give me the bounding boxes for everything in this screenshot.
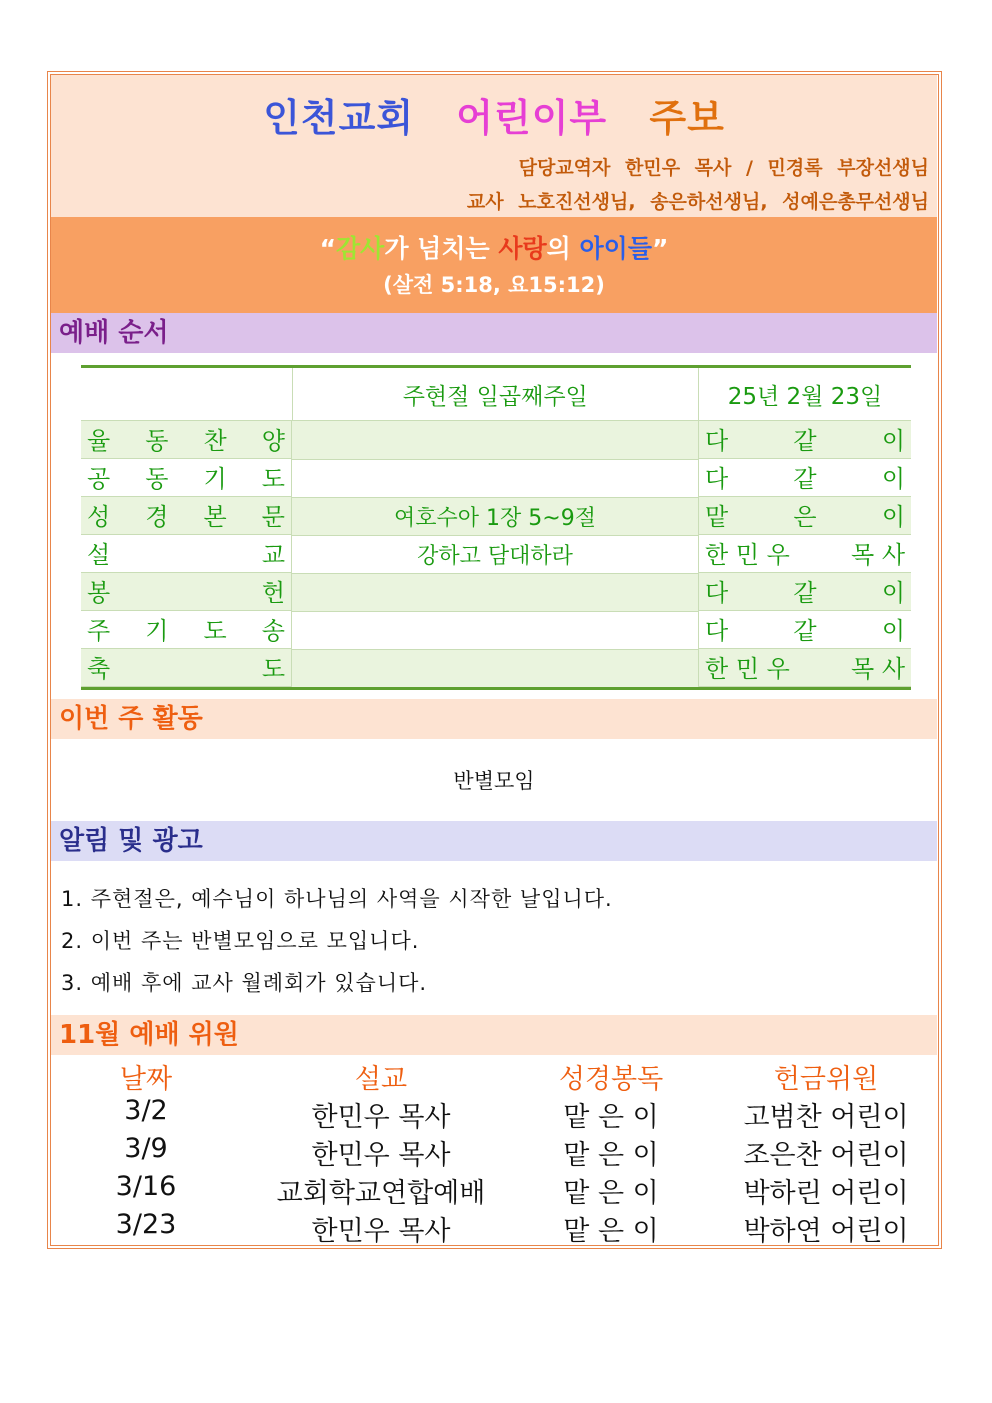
order-item-char: 기 xyxy=(203,465,227,493)
duty-date: 3/16 xyxy=(115,1171,177,1202)
order-head-date: 25년 2월 23일 xyxy=(699,367,912,421)
order-leader-part: 한 민 우 xyxy=(705,541,790,569)
order-item-char: 공 xyxy=(87,465,111,493)
section-title-notice: 알림 및 광고 xyxy=(51,821,937,861)
order-leader-part: 같 xyxy=(793,579,817,607)
order-leader-part: 같 xyxy=(793,427,817,455)
order-item xyxy=(81,421,292,459)
order-item-char: 축 xyxy=(87,655,111,683)
duty-offering: 박하연 어린이 xyxy=(743,1216,909,1247)
theme-verse: (살전 5:18, 요15:12) xyxy=(383,273,605,297)
order-leader xyxy=(699,573,911,611)
order-item-char: 교 xyxy=(261,541,285,569)
order-row xyxy=(81,573,911,611)
duty-offering: 고범찬 어린이 xyxy=(743,1102,909,1133)
duty-row xyxy=(51,1095,937,1133)
quote-open: “ xyxy=(319,234,337,263)
order-item-char: 동 xyxy=(145,465,169,493)
order-leader-part: 목 사 xyxy=(851,655,905,683)
motto-word-children: 아이들 xyxy=(579,234,652,263)
order-item xyxy=(81,459,292,497)
order-leader-part: 다 xyxy=(705,465,729,493)
order-leader-part: 이 xyxy=(881,579,905,607)
order-leader xyxy=(699,611,911,649)
order-leader-part: 다 xyxy=(705,427,729,455)
order-content: 강하고 담대하라 xyxy=(292,535,699,573)
duty-reading: 맡 은 이 xyxy=(563,1140,659,1171)
duty-table-head xyxy=(51,1057,937,1095)
order-content xyxy=(292,421,699,460)
staff-line-teachers: 교사 노호진선생님, 송은하선생님, 성예은총무선생님 xyxy=(466,191,929,213)
order-item-char: 설 xyxy=(87,541,111,569)
order-leader xyxy=(699,421,911,459)
section-title-activity: 이번 주 활동 xyxy=(51,699,937,739)
order-leader-part: 이 xyxy=(881,465,905,493)
order-item-char: 경 xyxy=(145,503,169,531)
order-row xyxy=(81,611,911,649)
title-department: 어린이부 xyxy=(456,96,608,140)
duty-offering: 박하린 어린이 xyxy=(743,1178,909,1209)
order-row xyxy=(81,497,911,535)
order-leader-part: 한 민 우 xyxy=(705,655,790,683)
duty-reading: 맡 은 이 xyxy=(563,1102,659,1133)
duty-sermon: 한민우 목사 xyxy=(311,1140,451,1171)
order-content: 여호수아 1장 5~9절 xyxy=(292,497,699,535)
motto-text-2: 의 xyxy=(546,234,580,263)
order-item-char: 기 xyxy=(145,617,169,645)
order-item-char: 성 xyxy=(87,503,111,531)
order-content xyxy=(292,611,699,649)
bulletin-title xyxy=(51,87,937,142)
order-item-char: 도 xyxy=(261,655,285,683)
order-item-char: 양 xyxy=(261,427,285,455)
order-item xyxy=(81,573,292,611)
order-item xyxy=(81,535,292,573)
order-leader-part: 목 사 xyxy=(851,541,905,569)
duty-sermon: 한민우 목사 xyxy=(311,1216,451,1247)
section-title-order: 예배 순서 xyxy=(51,313,937,353)
order-leader-part: 맡 xyxy=(705,503,729,531)
duty-sermon: 교회학교연합예배 xyxy=(276,1178,486,1209)
duty-date: 3/23 xyxy=(115,1209,177,1240)
order-head-sunday: 주현절 일곱째주일 xyxy=(292,367,699,421)
motto-text-1: 가 넘치는 xyxy=(384,234,499,263)
notice-item: 1. 주현절은, 예수님이 하나님의 사역을 시작한 날입니다. xyxy=(61,887,613,911)
order-content xyxy=(292,573,699,611)
order-leader xyxy=(699,459,911,497)
title-bulletin: 주보 xyxy=(649,96,725,140)
order-leader-part: 다 xyxy=(705,617,729,645)
order-item-char: 동 xyxy=(145,427,169,455)
order-leader-part: 다 xyxy=(705,579,729,607)
order-item-char: 본 xyxy=(203,503,227,531)
duty-row xyxy=(51,1133,937,1171)
order-row xyxy=(81,649,911,689)
order-item xyxy=(81,497,292,535)
order-item-char: 봉 xyxy=(87,579,111,607)
notice-item: 3. 예배 후에 교사 월례회가 있습니다. xyxy=(61,971,428,995)
order-item-char: 송 xyxy=(261,617,285,645)
motto-word-love: 사랑 xyxy=(498,234,547,263)
order-leader xyxy=(699,535,911,573)
order-leader-part: 이 xyxy=(881,427,905,455)
order-leader xyxy=(699,497,911,535)
duty-offering: 조은찬 어린이 xyxy=(743,1140,909,1171)
order-item xyxy=(81,611,292,649)
duty-head-offering: 헌금위원 xyxy=(773,1064,879,1095)
order-leader-part: 같 xyxy=(793,617,817,645)
bulletin-header xyxy=(51,75,937,217)
order-item-char: 주 xyxy=(87,617,111,645)
duty-row xyxy=(51,1171,937,1209)
order-item-char: 도 xyxy=(261,465,285,493)
order-row xyxy=(81,535,911,573)
notice-item: 2. 이번 주는 반별모임으로 모입니다. xyxy=(61,929,420,953)
duty-head-sermon: 설교 xyxy=(354,1064,408,1095)
duty-sermon: 한민우 목사 xyxy=(311,1102,451,1133)
order-row xyxy=(81,459,911,497)
staff-line-ministers: 담당교역자 한민우 목사 / 민경록 부장선생님 xyxy=(518,157,929,179)
theme-banner xyxy=(51,217,937,313)
order-leader-part: 이 xyxy=(881,503,905,531)
duty-date: 3/2 xyxy=(124,1095,168,1126)
order-item-char: 도 xyxy=(203,617,227,645)
order-item-char: 문 xyxy=(261,503,285,531)
duty-head-date: 날짜 xyxy=(119,1064,173,1095)
duty-reading: 맡 은 이 xyxy=(563,1178,659,1209)
order-leader-part: 같 xyxy=(793,465,817,493)
bulletin-frame xyxy=(50,74,939,1246)
activity-text: 반별모임 xyxy=(453,769,535,793)
title-church: 인천교회 xyxy=(263,96,415,140)
order-item-char: 율 xyxy=(87,427,111,455)
theme-motto xyxy=(51,229,937,265)
order-leader xyxy=(699,649,911,687)
order-head-blank xyxy=(81,367,292,421)
order-content xyxy=(292,649,699,689)
section-title-duty: 11월 예배 위원 xyxy=(51,1015,937,1055)
order-item-char: 찬 xyxy=(203,427,227,455)
order-content xyxy=(292,459,699,497)
motto-word-thanks: 감사 xyxy=(336,234,385,263)
duty-head-reading: 성경봉독 xyxy=(558,1064,664,1095)
order-item xyxy=(81,649,292,687)
order-leader-part: 은 xyxy=(793,503,817,531)
duty-date: 3/9 xyxy=(124,1133,168,1164)
order-table-head xyxy=(81,367,911,421)
duty-row xyxy=(51,1209,937,1247)
order-row xyxy=(81,421,911,460)
order-leader-part: 이 xyxy=(881,617,905,645)
worship-order-table xyxy=(81,365,911,690)
order-item-char: 헌 xyxy=(261,579,285,607)
duty-reading: 맡 은 이 xyxy=(563,1216,659,1247)
quote-close: ” xyxy=(651,234,669,263)
